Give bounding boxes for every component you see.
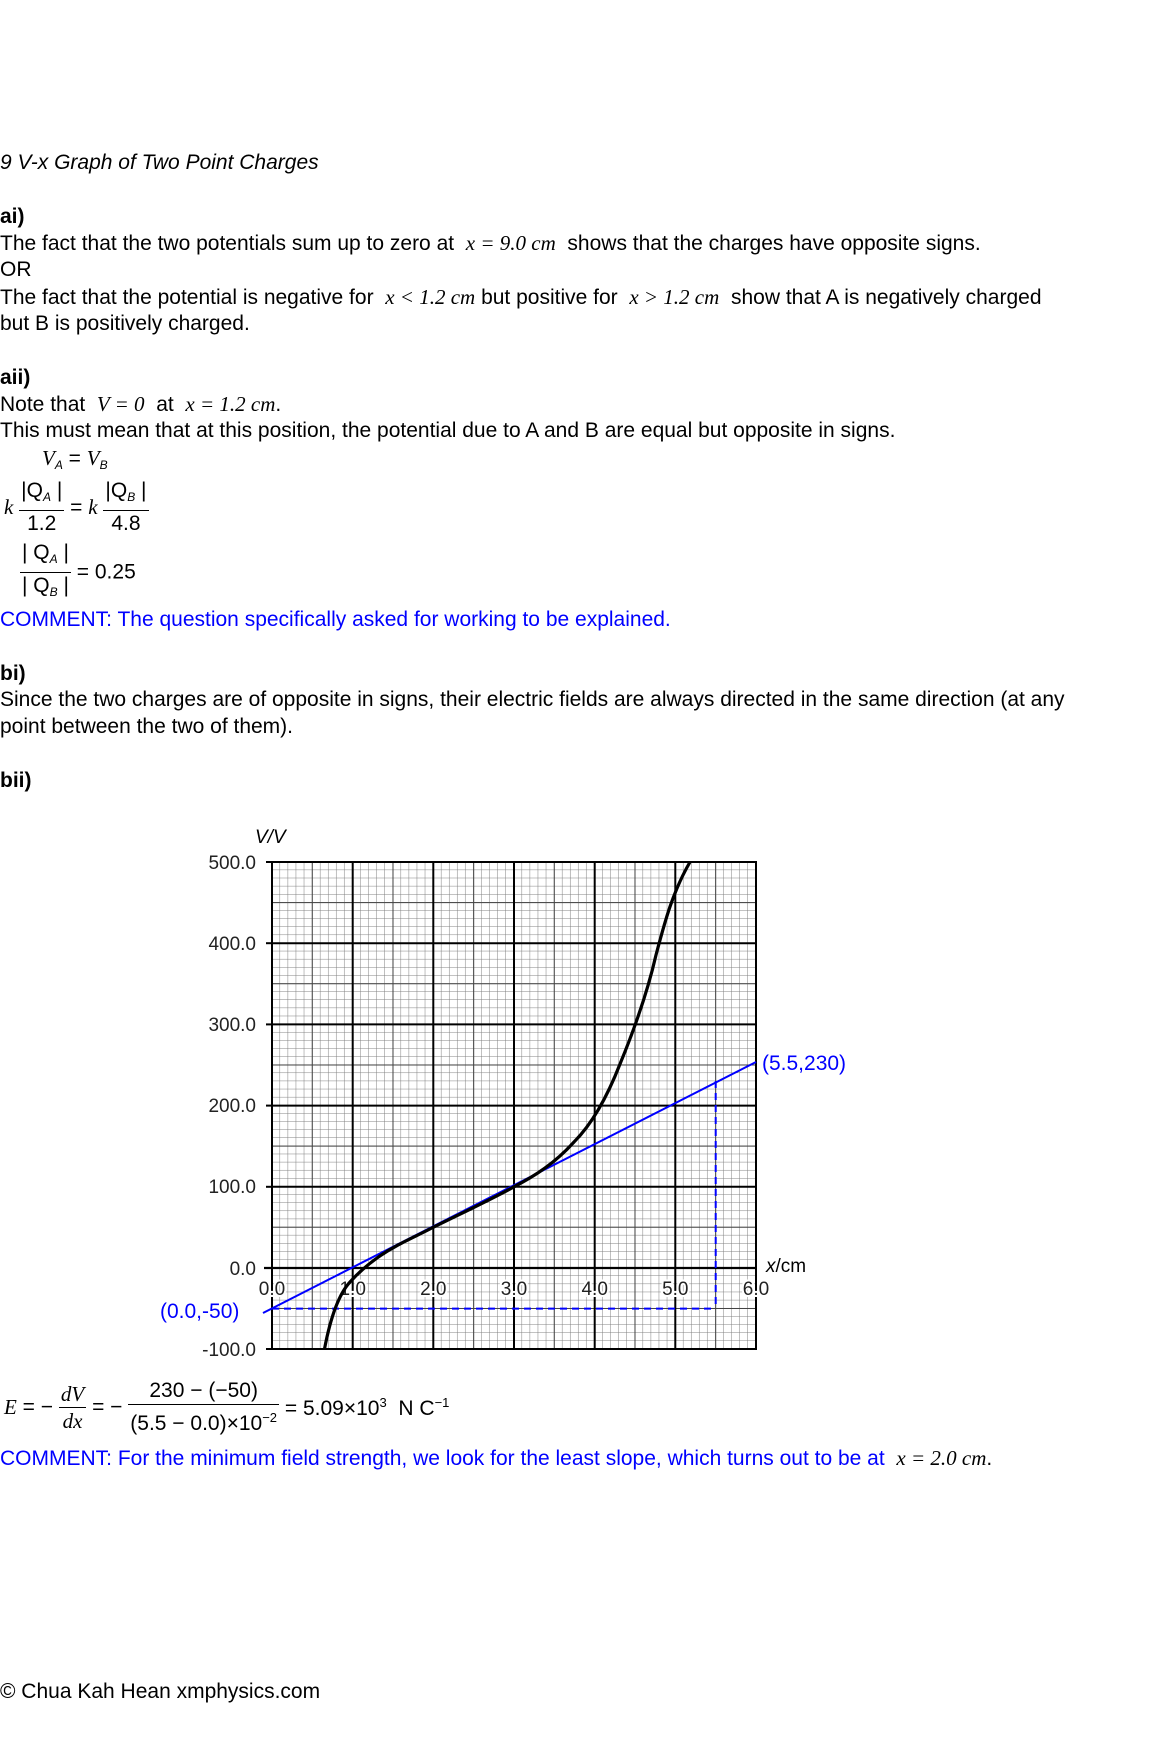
ai-line2: The fact that the potential is negative for x < 1.2 cm but positive for x > 1.2 cm show that A is negatively charged [0,285,1042,309]
ai-or: OR [0,258,32,281]
math-inline: x < 1.2 cm [385,285,476,309]
page-title: 9 V-x Graph of Two Point Charges [0,151,319,174]
x-tick-label: 1.0 [339,1279,366,1300]
section-heading-bii: bii) [0,769,32,792]
equation-va-vb: $V_A = V_B$ [42,446,108,472]
y-tick-label: 400.0 [208,934,256,955]
aii-line2: This must mean that at this position, the potential due to A and B are equal but opposite in signs. [0,419,896,442]
x-tick-label: 4.0 [581,1279,608,1300]
y-tick-label: -100.0 [202,1340,256,1361]
y-axis-labels [202,853,256,1361]
bi-line1: Since the two charges are of opposite in signs, their electric fields are always directed in the same direction (at any [0,688,1065,711]
annotation-start-point: (0.0,-50) [160,1300,240,1323]
field-calculation: E = − $\frac{dV}{dx}$ = − $\frac{230 - (-50)}{(5.5 - 0.0)\times 10^{-2}}$ = $5.09\times 10^3$ N $C^{-1}$ [4,1379,450,1435]
y-tick-label: 200.0 [208,1096,256,1117]
section-heading-ai: ai) [0,205,25,228]
bi-line2: point between the two of them). [0,715,294,738]
annotation-end-point: (5.5,230) [762,1052,847,1075]
ai-line3: but B is positively charged. [0,312,250,335]
ai-line1: The fact that the two potentials sum up to zero at x = 9.0 cm shows that the charges have opposite signs. [0,231,981,255]
x-tick-label: 3.0 [500,1279,528,1300]
equation-ratio: $\frac{| Q_A |}{| Q_B |}$ = 0.25 [22,541,136,599]
section-heading-aii: aii) [0,366,31,389]
math-inline: x = 9.0 cm [465,231,556,255]
equation-coulomb: k $\frac{|Q_A |}{1.2}$ = k $\frac{|Q_B |}{4.8}$ [4,479,147,535]
comment-aii: COMMENT: The question specifically asked for working to be explained. [0,608,671,631]
y-tick-label: 0.0 [229,1259,256,1280]
x-tick-label: 5.0 [662,1279,689,1300]
x-tick-label: 2.0 [420,1279,447,1300]
y-tick-label: 300.0 [208,1015,256,1036]
y-axis-title: V/V [255,827,286,848]
x-tick-label: 0.0 [258,1279,286,1300]
aii-note: Note that V = 0 at x = 1.2 cm. [0,392,282,416]
section-heading-bi: bi) [0,662,26,685]
x-axis-title: x/cm [766,1256,807,1277]
y-tick-label: 100.0 [208,1177,256,1198]
x-tick-label: 6.0 [742,1279,770,1300]
y-tick-label: 500.0 [208,853,256,874]
math-inline: x > 1.2 cm [629,285,720,309]
copyright-footer: © Chua Kah Hean xmphysics.com [0,1680,321,1703]
comment-bii: COMMENT: For the minimum field strength, we look for the least slope, which turns out to be at x = 2.0 cm. [0,1446,993,1470]
